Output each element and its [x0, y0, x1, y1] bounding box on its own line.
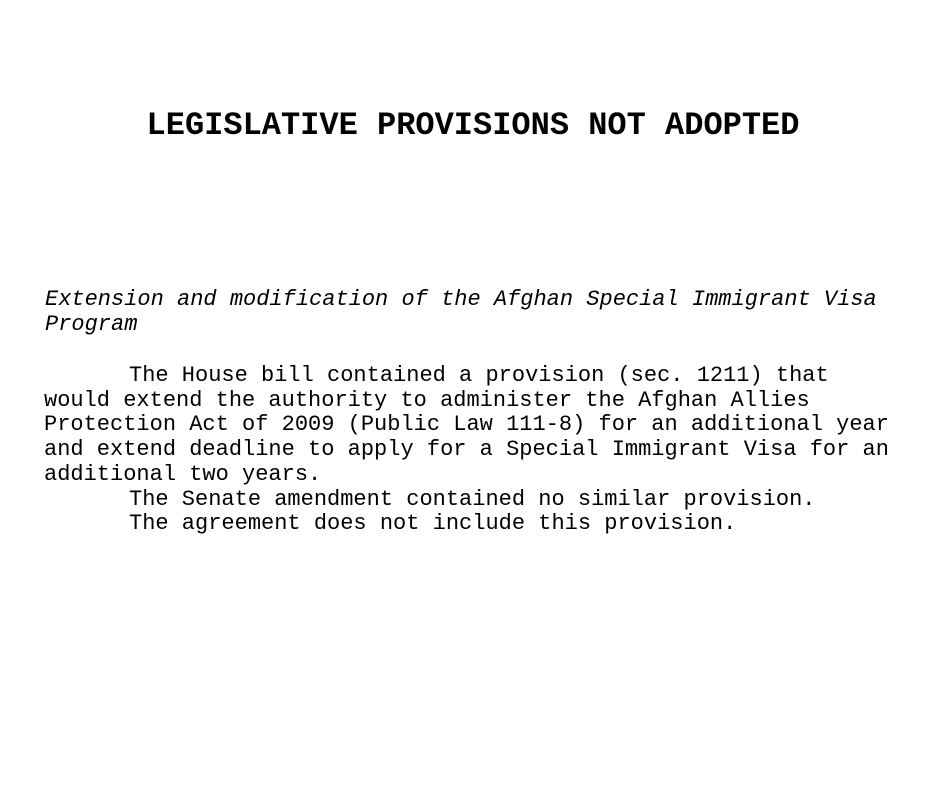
paragraph-senate-amendment: The Senate amendment contained no similar provision. [129, 486, 816, 512]
paragraph-house-bill-line: and extend deadline to apply for a Special Immigrant Visa for an [44, 437, 889, 463]
paragraph-house-bill-line: The House bill contained a provision (sec. 1211) that [129, 363, 829, 388]
section-heading-line: Extension and modification of the Afghan Special Immigrant Visa [45, 287, 877, 312]
section-heading-line: Program [45, 312, 138, 337]
section-heading [45, 287, 925, 337]
paragraph-house-bill-line: additional two years. [44, 461, 322, 487]
section-body [44, 364, 924, 537]
paragraph-house-bill-line: Protection Act of 2009 (Public Law 111-8) for an additional year [44, 412, 889, 438]
page-title: LEGISLATIVE PROVISIONS NOT ADOPTED [146, 107, 800, 144]
paragraph-agreement: The agreement does not include this provision. [129, 511, 737, 537]
paragraph-house-bill-line: would extend the authority to administer the Afghan Allies [44, 387, 810, 413]
